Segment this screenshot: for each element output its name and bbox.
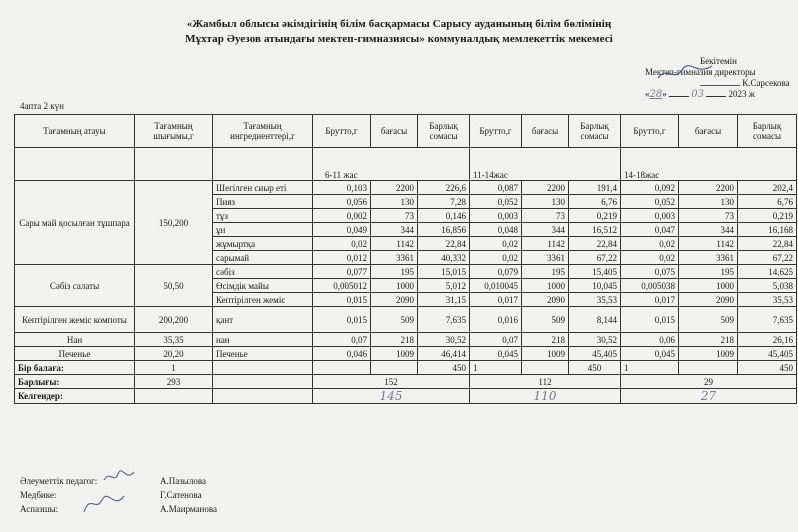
- table-cell: 191,4: [569, 181, 621, 195]
- table-cell: 0,052: [621, 195, 679, 209]
- table-cell: 22,84: [738, 237, 797, 251]
- approval-month: 03: [691, 89, 704, 100]
- table-cell: 0,015: [313, 293, 371, 307]
- footer-role: Әлеуметтік педагог:: [20, 476, 98, 486]
- table-cell: 35,53: [569, 293, 621, 307]
- table-cell: 67,22: [738, 251, 797, 265]
- table-cell: 3361: [679, 251, 738, 265]
- table-cell: 0,06: [621, 333, 679, 347]
- table-cell: 1000: [371, 279, 418, 293]
- footer-role: Аспазшы:: [20, 504, 59, 514]
- table-cell: 344: [679, 223, 738, 237]
- table-cell: 2200: [522, 181, 569, 195]
- table-cell: 0,045: [470, 347, 522, 361]
- table-cell: 0,046: [313, 347, 371, 361]
- table-cell: 0,048: [470, 223, 522, 237]
- came-label: Келгендер:: [15, 389, 135, 404]
- table-cell: 20,20: [135, 347, 213, 361]
- table-cell: 1142: [522, 237, 569, 251]
- per-child-yield: 1: [135, 361, 213, 375]
- table-cell: 0,005012: [313, 279, 371, 293]
- table-cell: 0,012: [313, 251, 371, 265]
- table-cell: 22,84: [418, 237, 470, 251]
- table-header-row: [15, 115, 797, 148]
- table-cell: 7,28: [418, 195, 470, 209]
- total-value: 152: [313, 375, 470, 389]
- signature-mark: [700, 85, 740, 86]
- table-cell: Шегілген сиыр еті: [213, 181, 313, 195]
- table-cell: 0,146: [418, 209, 470, 223]
- table-cell: 0,079: [470, 265, 522, 279]
- table-cell: 15,015: [418, 265, 470, 279]
- table-cell: 16,856: [418, 223, 470, 237]
- table-cell: Өсімдік майы: [213, 279, 313, 293]
- table-cell: 195: [371, 265, 418, 279]
- per-child-value: 450: [418, 361, 470, 375]
- per-child-value: 1: [470, 361, 522, 375]
- table-cell: 0,003: [621, 209, 679, 223]
- col-header: бағасы: [522, 115, 569, 148]
- table-cell: 509: [522, 307, 569, 333]
- approval-block: Бекітемін Мектеп-гимназия директоры К.Сарсекова «28» 03 2023 ж: [645, 56, 790, 100]
- table-cell: 16,168: [738, 223, 797, 237]
- table-cell: 344: [371, 223, 418, 237]
- table-cell: 0,056: [313, 195, 371, 209]
- table-cell: 0,077: [313, 265, 371, 279]
- table-cell: 0,219: [738, 209, 797, 223]
- table-cell: 73: [522, 209, 569, 223]
- approval-year: 2023 ж: [728, 89, 755, 99]
- table-cell: 8,144: [569, 307, 621, 333]
- total-row: [15, 375, 797, 389]
- per-child-value: 450: [569, 361, 621, 375]
- table-cell: 0,02: [470, 251, 522, 265]
- age-row: [15, 148, 797, 181]
- table-cell: 2200: [679, 181, 738, 195]
- dish-2: [15, 265, 797, 307]
- table-cell: 0,045: [621, 347, 679, 361]
- table-cell: 218: [679, 333, 738, 347]
- table-cell: 0,015: [313, 307, 371, 333]
- table-cell: 2090: [371, 293, 418, 307]
- table-cell: 15,405: [569, 265, 621, 279]
- table-cell: 5,038: [738, 279, 797, 293]
- table-cell: 0,010045: [470, 279, 522, 293]
- per-child-row: [15, 361, 797, 375]
- table-cell: 22,84: [569, 237, 621, 251]
- table-cell: 0,07: [313, 333, 371, 347]
- table-cell: Сары май қосылған тұшпара: [15, 181, 135, 265]
- table-cell: 35,53: [738, 293, 797, 307]
- table-row: [15, 347, 797, 361]
- total-value: 112: [470, 375, 621, 389]
- footer-name: Г.Сатенова: [160, 490, 202, 500]
- table-row: [15, 181, 797, 195]
- footer-name: А.Маирманова: [160, 504, 217, 514]
- table-cell: 218: [371, 333, 418, 347]
- came-row: [15, 389, 797, 404]
- table-cell: 0,219: [569, 209, 621, 223]
- table-cell: сарымай: [213, 251, 313, 265]
- table-cell: 3361: [522, 251, 569, 265]
- col-header: Тағамның атауы: [15, 115, 135, 148]
- col-header: Брутто,г: [621, 115, 679, 148]
- table-cell: 67,22: [569, 251, 621, 265]
- col-header: Тағамның шығымы,г: [135, 115, 213, 148]
- dish-1: [15, 181, 797, 265]
- table-cell: ұн: [213, 223, 313, 237]
- col-header: Брутто,г: [470, 115, 522, 148]
- table-cell: 0,02: [470, 237, 522, 251]
- table-cell: 0,02: [621, 251, 679, 265]
- table-cell: 1000: [679, 279, 738, 293]
- table-cell: 45,405: [569, 347, 621, 361]
- table-cell: 0,052: [470, 195, 522, 209]
- table-cell: 1142: [679, 237, 738, 251]
- cook-signature-icon: [80, 490, 128, 518]
- table-cell: 30,52: [418, 333, 470, 347]
- table-cell: 2090: [522, 293, 569, 307]
- table-row: [15, 333, 797, 347]
- table-cell: 509: [679, 307, 738, 333]
- total-label: Барлығы:: [15, 375, 135, 389]
- table-cell: 1142: [371, 237, 418, 251]
- total-yield: 293: [135, 375, 213, 389]
- table-cell: 1009: [522, 347, 569, 361]
- table-cell: жұмыртқа: [213, 237, 313, 251]
- col-header: бағасы: [679, 115, 738, 148]
- table-cell: 7,635: [418, 307, 470, 333]
- table-cell: Сәбіз салаты: [15, 265, 135, 307]
- table-cell: 14,625: [738, 265, 797, 279]
- table-row: [15, 307, 797, 333]
- table-cell: 31,15: [418, 293, 470, 307]
- table-cell: 0,049: [313, 223, 371, 237]
- table-cell: 0,016: [470, 307, 522, 333]
- table-cell: 46,414: [418, 347, 470, 361]
- table-cell: 1009: [679, 347, 738, 361]
- age-group: 14-18жас: [621, 148, 797, 181]
- table-cell: 45,405: [738, 347, 797, 361]
- table-cell: 0,017: [621, 293, 679, 307]
- table-cell: 200,200: [135, 307, 213, 333]
- table-cell: 30,52: [569, 333, 621, 347]
- table-cell: 0,092: [621, 181, 679, 195]
- age-group: 6-11 жас: [313, 148, 470, 181]
- table-cell: 26,16: [738, 333, 797, 347]
- came-value: 110: [470, 389, 621, 404]
- col-header: Тағамның ингредиенттері,г: [213, 115, 313, 148]
- table-cell: 0,02: [313, 237, 371, 251]
- table-cell: қант: [213, 307, 313, 333]
- table-cell: 3361: [371, 251, 418, 265]
- table-cell: 218: [522, 333, 569, 347]
- table-cell: 195: [679, 265, 738, 279]
- pedagog-signature-icon: [102, 468, 136, 486]
- table-cell: 130: [371, 195, 418, 209]
- table-row: [15, 265, 797, 279]
- col-header: Брутто,г: [313, 115, 371, 148]
- per-child-value: 450: [738, 361, 797, 375]
- table-cell: 73: [371, 209, 418, 223]
- table-cell: нан: [213, 333, 313, 347]
- table-cell: Печенье: [15, 347, 135, 361]
- approval-position: Мектеп-гимназия директоры: [645, 67, 756, 77]
- table-cell: 226,6: [418, 181, 470, 195]
- table-cell: Нан: [15, 333, 135, 347]
- table-cell: 0,075: [621, 265, 679, 279]
- table-cell: 0,07: [470, 333, 522, 347]
- week-label: 4апта 2 күн: [20, 101, 64, 111]
- table-cell: Пияз: [213, 195, 313, 209]
- table-cell: 1000: [522, 279, 569, 293]
- table-cell: 509: [371, 307, 418, 333]
- table-cell: 73: [679, 209, 738, 223]
- header-line-2: Мұхтар Әуезов атындағы мектеп-гимназиясы» коммуналдық мемлекеттік мекемесі: [185, 33, 613, 45]
- table-cell: 0,02: [621, 237, 679, 251]
- director-signature-icon: [656, 62, 716, 84]
- per-child-value: 1: [621, 361, 679, 375]
- table-cell: 2200: [371, 181, 418, 195]
- table-cell: 16,512: [569, 223, 621, 237]
- col-header: бағасы: [371, 115, 418, 148]
- table-cell: 40,332: [418, 251, 470, 265]
- footer-name: А.Пазылова: [160, 476, 206, 486]
- table-cell: 0,015: [621, 307, 679, 333]
- table-cell: 35,35: [135, 333, 213, 347]
- table-cell: 7,635: [738, 307, 797, 333]
- table-cell: 10,045: [569, 279, 621, 293]
- table-cell: 2090: [679, 293, 738, 307]
- col-header: Барлық сомасы: [418, 115, 470, 148]
- table-cell: 130: [522, 195, 569, 209]
- table-cell: 195: [522, 265, 569, 279]
- table-cell: 130: [679, 195, 738, 209]
- came-value: 145: [313, 389, 470, 404]
- menu-table: [14, 114, 797, 404]
- approval-label: Бекітемін: [700, 56, 737, 66]
- table-cell: 0,047: [621, 223, 679, 237]
- table-cell: 1009: [371, 347, 418, 361]
- came-value: 27: [621, 389, 797, 404]
- total-value: 29: [621, 375, 797, 389]
- approval-name: К.Сарсекова: [742, 78, 790, 88]
- table-cell: тұз: [213, 209, 313, 223]
- footer-role: Медбике:: [20, 490, 57, 500]
- table-cell: 0,005038: [621, 279, 679, 293]
- table-cell: 150,200: [135, 181, 213, 265]
- header-line-1: «Жамбыл облысы әкімдігінің білім басқармасы Сарысу ауданының білім бөлімінің: [186, 18, 612, 30]
- table-cell: 202,4: [738, 181, 797, 195]
- table-cell: Кептірілген жеміс: [213, 293, 313, 307]
- table-cell: 0,017: [470, 293, 522, 307]
- table-cell: 0,103: [313, 181, 371, 195]
- col-header: Барлық сомасы: [569, 115, 621, 148]
- table-cell: Печенье: [213, 347, 313, 361]
- table-cell: сәбіз: [213, 265, 313, 279]
- table-cell: 6,76: [738, 195, 797, 209]
- approval-day: 28: [649, 89, 663, 100]
- table-cell: 5,012: [418, 279, 470, 293]
- single-dishes: [15, 307, 797, 361]
- table-cell: 0,087: [470, 181, 522, 195]
- table-cell: 50,50: [135, 265, 213, 307]
- table-cell: Кептірілген жеміс компоты: [15, 307, 135, 333]
- table-cell: 6,76: [569, 195, 621, 209]
- table-cell: 0,003: [470, 209, 522, 223]
- table-cell: 344: [522, 223, 569, 237]
- table-cell: 0,002: [313, 209, 371, 223]
- age-group: 11-14жас: [470, 148, 621, 181]
- per-child-label: Бір балаға:: [15, 361, 135, 375]
- col-header: Барлық сомасы: [738, 115, 797, 148]
